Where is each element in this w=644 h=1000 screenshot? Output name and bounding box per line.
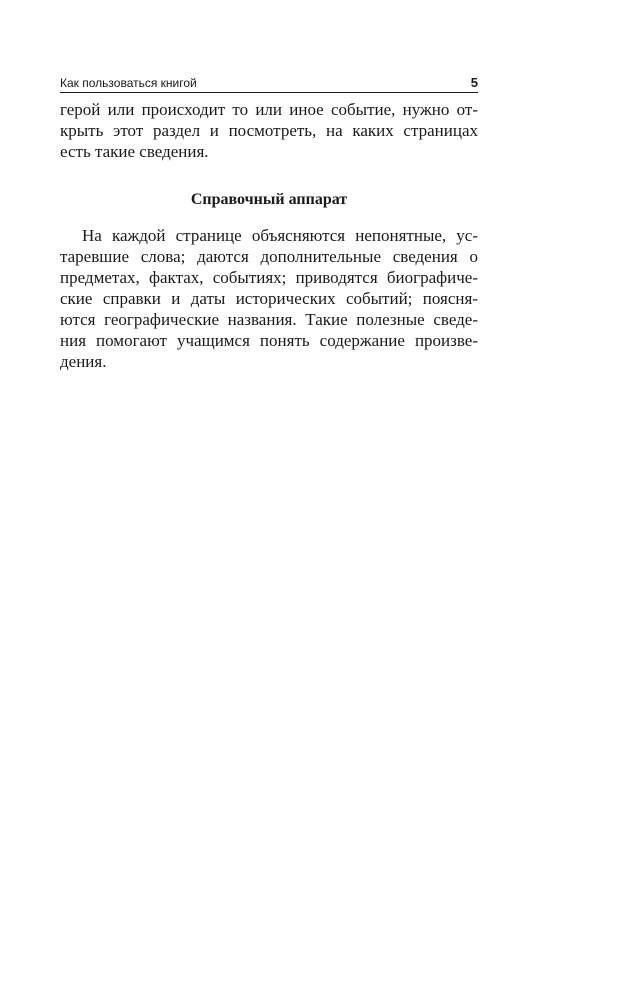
section-heading: Справочный аппарат [190, 191, 348, 208]
text-line: герой или происходит то или иное событие, нужно от- [60, 100, 478, 119]
continued-paragraph [60, 99, 478, 162]
section-paragraph [60, 225, 478, 372]
running-head [60, 76, 478, 93]
text-line: крыть этот раздел и посмотреть, на каких страницах [60, 121, 478, 140]
text-line: На каждой странице объясняются непонятные, ус- [82, 226, 478, 245]
book-page [60, 0, 478, 1000]
text-line: ются географические названия. Такие полезные сведе- [60, 310, 478, 329]
text-line: есть такие сведения. [60, 142, 209, 161]
text-line: ские справки и даты исторических событий; поясня- [60, 289, 478, 308]
running-title: Как пользоваться книгой [60, 76, 197, 90]
text-line: дения. [60, 352, 107, 371]
text-line: ния помогают учащимся понять содержание произве- [60, 331, 478, 350]
text-line: таревшие слова; даются дополнительные сведения о [60, 247, 478, 266]
page-number: 5 [470, 75, 478, 90]
text-line: предметах, фактах, событиях; приводятся биографиче- [60, 268, 478, 287]
